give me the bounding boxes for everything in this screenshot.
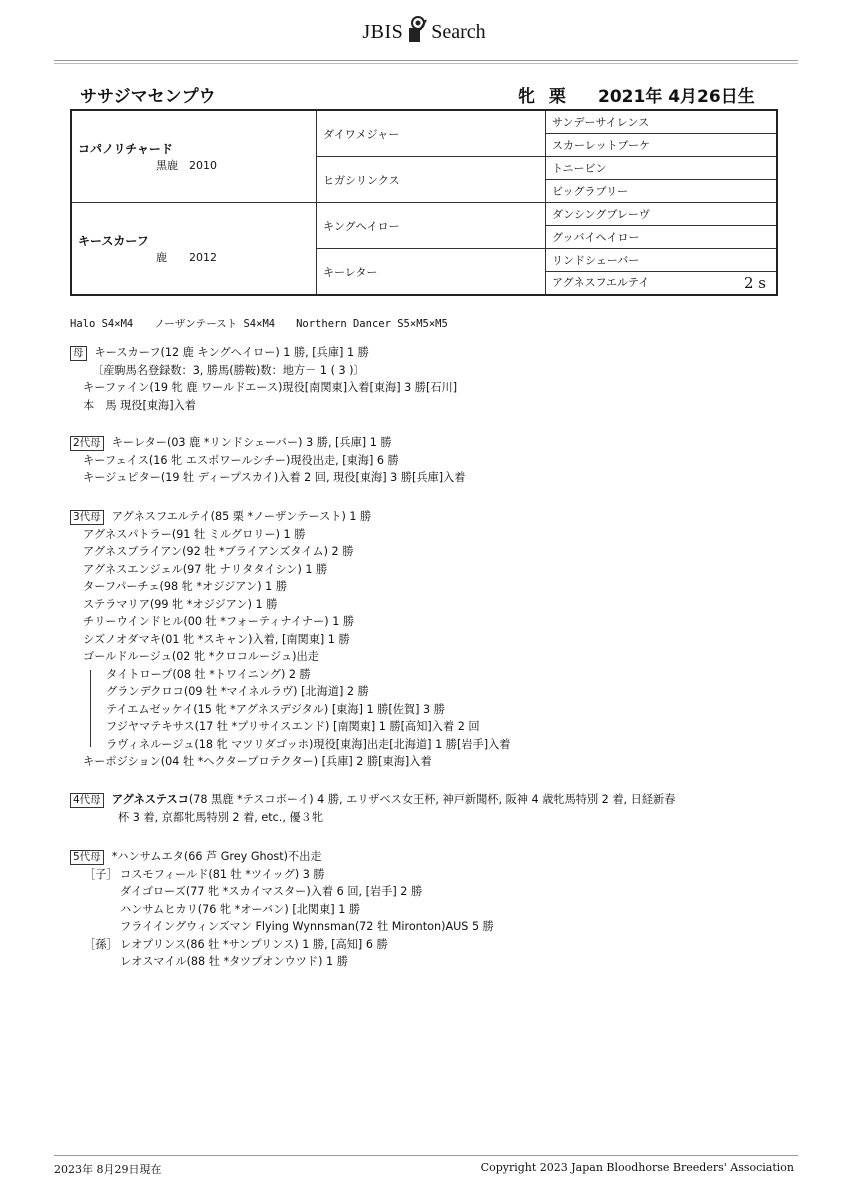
logo-search-text: Search — [431, 21, 486, 43]
3rd-dam-foal: ステラマリア(99 牝 *オジジアン) 1 勝 — [83, 597, 278, 611]
sire-name: コパノリチャード — [78, 142, 173, 156]
dam-dam: キーレター — [317, 249, 546, 296]
section-3rd-dam — [70, 508, 510, 771]
gen3-7: リンドシェーバー — [546, 249, 778, 272]
jbis-search-logo — [0, 14, 848, 44]
4th-dam-name: アグネステスコ — [111, 793, 189, 806]
3rd-dam-foal: ゴールドルージュ(02 牝 *クロコルージュ)出走 — [83, 650, 319, 663]
grand-foal: タイトロープ(08 牡 *トワイニング) 2 勝 — [106, 667, 311, 681]
sire-dam: ヒガシリンクス — [317, 157, 546, 203]
4th-dam-record-1: (78 黒鹿 *テスコボーイ) 4 勝, エリザベス女王杯, 神戸新聞杯, 阪神 4 歳牝馬特別 2 着, 日経新春 — [188, 793, 676, 806]
gen3-8-name: アグネスフエルテイ — [552, 276, 650, 289]
gen3-8 — [546, 272, 778, 296]
5th-dam-line: *ハンサムエタ(66 芦 Grey Ghost)不出走 — [111, 850, 322, 863]
3rd-dam-foal: シズノオダマキ(01 牝 *スキャン)入着, [南関東] 1 勝 — [83, 632, 350, 646]
gen3-5: ダンシングブレーヴ — [546, 203, 778, 226]
section-4th-dam — [70, 791, 675, 826]
horse-birthdate: 2021年 4月26日生 — [598, 87, 755, 107]
logo-mark-icon — [406, 14, 428, 44]
dam-cell — [71, 203, 317, 296]
pedigree-note: 2 s — [743, 274, 766, 292]
inbreeding-line: Halo S4×M4 ノーザンテースト S4×M4 Northern Dancer S5×M5×M5 — [70, 318, 448, 330]
3rd-dam-foal: アグネスエンジェル(97 牝 ナリタタイシン) 1 勝 — [83, 562, 328, 576]
grandchildren-label: ［孫］ — [84, 937, 118, 951]
logo-jbis-text: JBIS — [362, 21, 404, 43]
sire-sire: ダイワメジャー — [317, 110, 546, 157]
5th-dam-child: ダイゴローズ(77 牝 *スカイマスター)入着 6 回, [岩手] 2 勝 — [120, 885, 423, 898]
gen3-2: スカーレットブーケ — [546, 134, 778, 157]
3rd-dam-line: アグネスフエルテイ(85 栗 *ノーザンテースト) 1 勝 — [111, 510, 372, 523]
gen3-4: ビッグラブリー — [546, 180, 778, 203]
gen3-6: グッバイヘイロー — [546, 226, 778, 249]
horse-sex-color: 牝 栗 — [518, 87, 570, 107]
label-2nd-dam: 2代母 — [70, 436, 104, 451]
dam-offspring-stats: 〔産駒馬名登録数：3, 勝馬(勝鞍)数：地方－ 1 ( 3 )〕 — [92, 363, 365, 377]
3rd-dam-foal: アグネスパトラー(91 牡 ミルグロリー) 1 勝 — [83, 527, 306, 541]
2nd-dam-foal-2: キージュピター(19 牡 ディープスカイ)入着 2 回, 現役[東海] 3 勝[兵庫]入着 — [83, 471, 466, 484]
gen3-1: サンデーサイレンス — [546, 110, 778, 134]
header-rule-thin — [54, 63, 798, 64]
label-5th-dam: 5代母 — [70, 850, 104, 865]
dam-foal-self: 本 馬 現役[東海]入着 — [83, 398, 196, 412]
header-rule — [54, 60, 798, 61]
5th-dam-child: フライイングウィンズマン Flying Wynnsman(72 牡 Mironton)AUS 5 勝 — [120, 920, 494, 933]
grand-foal: テイエムゼッケイ(15 牝 *アグネスデジタル) [東海] 1 勝[佐賀] 3 勝 — [106, 702, 445, 716]
label-3rd-dam: 3代母 — [70, 510, 104, 525]
4th-dam-record-2: 杯 3 着, 京都牝馬特別 2 着, etc., 優３牝 — [118, 810, 324, 824]
label-4th-dam: 4代母 — [70, 793, 104, 808]
sire-cell — [71, 110, 317, 203]
grand-foal: グランデクロコ(09 牡 *マイネルラヴ) [北海道] 2 勝 — [106, 685, 369, 698]
dam-sire: キングヘイロー — [317, 203, 546, 249]
dam-foal-1: キーファイン(19 牝 鹿 ワールドエース)現役[南関東]入着[東海] 3 勝[石川] — [83, 381, 458, 394]
branch-line — [90, 670, 91, 748]
grand-foal: ラヴィネルージュ(18 牝 マツリダゴッホ)現役[東海]出走[北海道] 1 勝[岩手]入着 — [106, 737, 511, 751]
5th-dam-child: ハンサムヒカリ(76 牝 *オーバン) [北関東] 1 勝 — [120, 902, 361, 916]
3rd-dam-foal: アグネスブライアン(92 牡 *ブライアンズタイム) 2 勝 — [83, 545, 354, 558]
5th-dam-child: コスモフィールド(81 牡 *ツイッグ) 3 勝 — [120, 867, 325, 881]
footer-date: 2023年 8月29日現在 — [54, 1163, 162, 1176]
footer-rule — [54, 1155, 798, 1156]
sire-info: 黒鹿 2010 — [156, 159, 217, 172]
section-dam — [70, 344, 457, 414]
5th-dam-grandchild: レオスマイル(88 牡 *タツプオンウツド) 1 勝 — [120, 955, 348, 968]
5th-dam-grandchild: レオプリンス(86 牡 *サンプリンス) 1 勝, [高知] 6 勝 — [120, 937, 388, 951]
2nd-dam-foal-1: キーフェイス(16 牝 エスポワールシチー)現役出走, [東海] 6 勝 — [83, 453, 399, 467]
footer-copyright: Copyright 2023 Japan Bloodhorse Breeders' Association — [480, 1161, 794, 1174]
grand-foal: フジヤマテキサス(17 牡 *プリサイスエンド) [南関東] 1 勝[高知]入着 2 回 — [106, 720, 480, 733]
3rd-dam-foal: チリーウインドヒル(00 牡 *フォーティナイナー) 1 勝 — [83, 615, 355, 628]
horse-name: ササジマセンプウ — [80, 87, 216, 107]
section-2nd-dam — [70, 434, 466, 487]
2nd-dam-line: キーレター(03 鹿 *リンドシェーバー) 3 勝, [兵庫] 1 勝 — [111, 436, 392, 449]
label-dam: 母 — [70, 346, 87, 361]
pedigree-table — [70, 109, 778, 296]
dam-info: 鹿 2012 — [156, 251, 217, 264]
gold-rouge-offspring — [70, 666, 510, 754]
3rd-dam-foal: ターフパーチェ(98 牝 *オジジアン) 1 勝 — [83, 580, 288, 593]
dam-name: キースカーフ — [78, 234, 149, 248]
children-label: ［子］ — [84, 867, 118, 881]
gen3-3: トニービン — [546, 157, 778, 180]
dam-line: キースカーフ(12 鹿 キングヘイロー) 1 勝, [兵庫] 1 勝 — [94, 346, 369, 359]
3rd-dam-foal-last: キーポジション(04 牡 *ヘクタープロテクター) [兵庫] 2 勝[東海]入着 — [83, 755, 432, 768]
section-5th-dam — [70, 848, 494, 971]
